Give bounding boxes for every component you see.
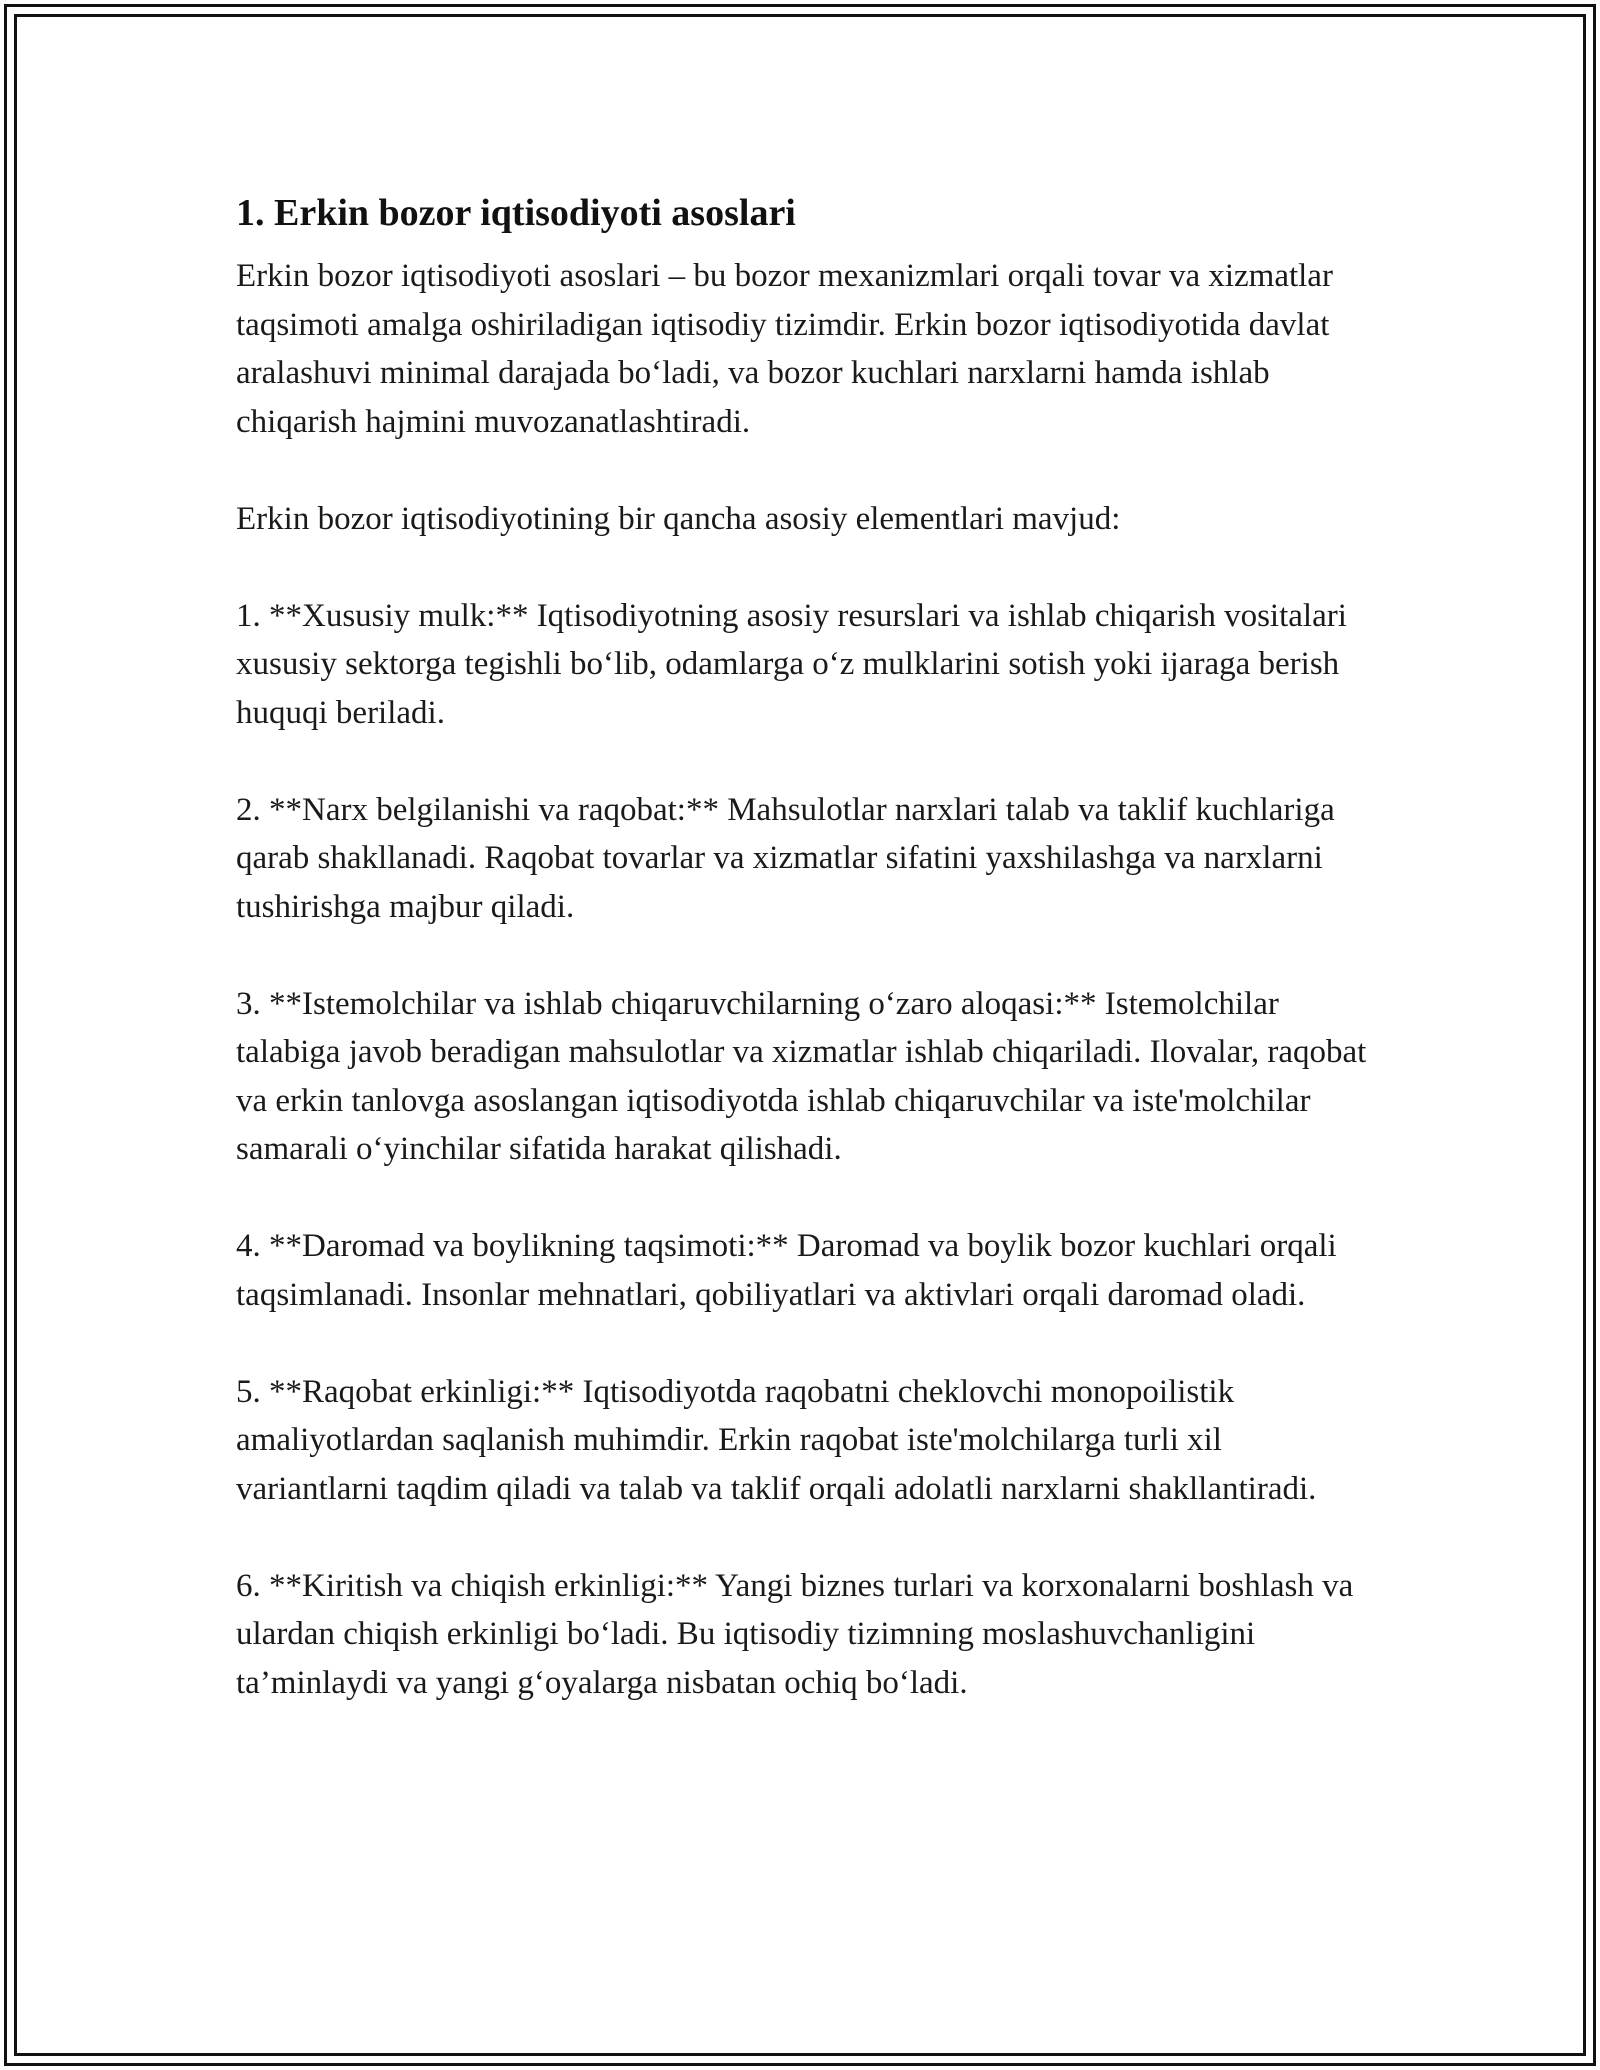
- list-item-competition-freedom: 5. **Raqobat erkinligi:** Iqtisodiyotda raqobatni cheklovchi monopoilistik amaliyotlardan saqlanish muhimdir. Erkin raqobat iste'molchilarga turli xil variantlarni taqdim qiladi va talab va taklif orqali adolatli narxlarni shakllantiradi.: [236, 1373, 1317, 1507]
- document-title: 1. Erkin bozor iqtisodiyoti asoslari: [236, 192, 796, 234]
- elements-intro-paragraph: Erkin bozor iqtisodiyotining bir qancha asosiy elementlari mavjud:: [236, 500, 1121, 537]
- intro-paragraph: Erkin bozor iqtisodiyoti asoslari – bu bozor mexanizmlari orqali tovar va xizmatlar taqsimoti amalga oshiriladigan iqtisodiy tizimdir. Erkin bozor iqtisodiyotida davlat aralashuvi minimal darajada bo‘ladi, va bozor kuchlari narxlarni hamda ishlab chiqarish hajmini muvozanatlashtiradi.: [236, 258, 1333, 440]
- document-body: [236, 184, 1376, 1707]
- list-item-income-distribution: 4. **Daromad va boylikning taqsimoti:** Daromad va boylik bozor kuchlari orqali taqsimlanadi. Insonlar mehnatlari, qobiliyatlari va aktivlari orqali daromad oladi.: [236, 1228, 1337, 1313]
- list-item-private-property: 1. **Xususiy mulk:** Iqtisodiyotning asosiy resurslari va ishlab chiqarish vositalari xususiy sektorga tegishli bo‘lib, odamlarga o‘z mulklarini sotish yoki ijaraga berish huquqi beriladi.: [236, 597, 1347, 731]
- list-item-pricing-competition: 2. **Narx belgilanishi va raqobat:** Mahsulotlar narxlari talab va taklif kuchlariga qarab shakllanadi. Raqobat tovarlar va xizmatlar sifatini yaxshilashga va narxlarni tushirishga majbur qiladi.: [236, 791, 1335, 925]
- list-item-entry-exit-freedom: 6. **Kiritish va chiqish erkinligi:** Yangi biznes turlari va korxonalarni boshlash va ulardan chiqish erkinligi bo‘ladi. Bu iqtisodiy tizimning moslashuvchanligini ta’minlaydi va yangi g‘oyalarga nisbatan ochiq bo‘ladi.: [236, 1567, 1354, 1701]
- list-item-consumer-producer: 3. **Istemolchilar va ishlab chiqaruvchilarning o‘zaro aloqasi:** Istemolchilar talabiga javob beradigan mahsulotlar va xizmatlar ishlab chiqariladi. Ilovalar, raqobat va erkin tanlovga asoslangan iqtisodiyotda ishlab chiqaruvchilar va iste'molchilar samarali o‘yinchilar sifatida harakat qilishadi.: [236, 985, 1367, 1167]
